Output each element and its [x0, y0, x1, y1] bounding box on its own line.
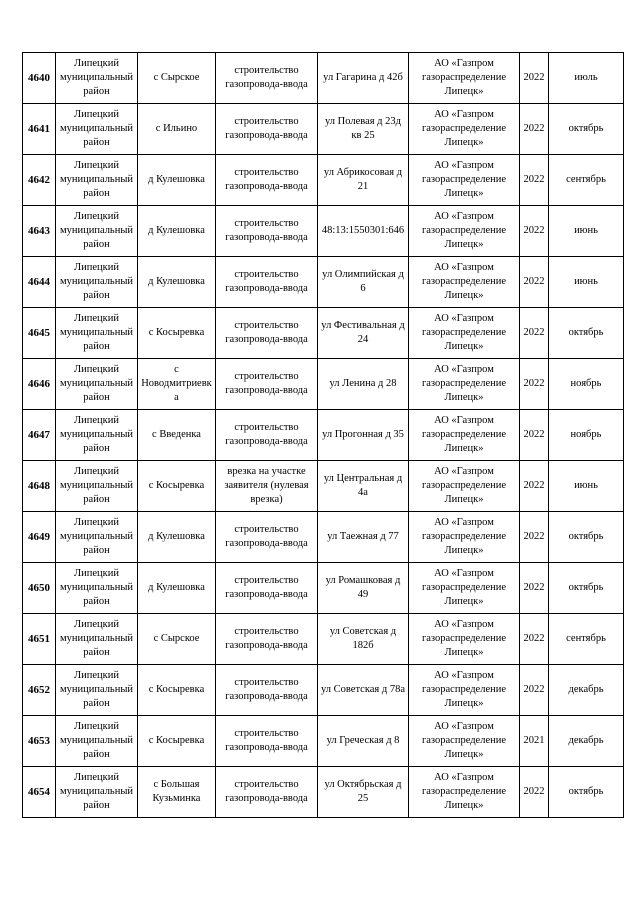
district-cell: Липецкий муниципальный район	[56, 206, 138, 257]
year-cell: 2022	[520, 53, 549, 104]
table-row	[23, 716, 624, 767]
organization-cell: АО «Газпром газораспределение Липецк»	[409, 665, 520, 716]
year-cell: 2022	[520, 665, 549, 716]
table-row	[23, 461, 624, 512]
month-cell: июнь	[549, 206, 624, 257]
work-type-cell: строительство газопровода-ввода	[216, 257, 318, 308]
address-cell: ул Ленина д 28	[318, 359, 409, 410]
work-type-cell: строительство газопровода-ввода	[216, 512, 318, 563]
month-cell: октябрь	[549, 104, 624, 155]
row-number: 4647	[23, 410, 56, 461]
district-cell: Липецкий муниципальный район	[56, 257, 138, 308]
table-row	[23, 563, 624, 614]
organization-cell: АО «Газпром газораспределение Липецк»	[409, 461, 520, 512]
settlement-cell: с Сырское	[138, 614, 216, 665]
settlement-cell: с Сырское	[138, 53, 216, 104]
organization-cell: АО «Газпром газораспределение Липецк»	[409, 155, 520, 206]
row-number: 4651	[23, 614, 56, 665]
year-cell: 2022	[520, 257, 549, 308]
work-type-cell: строительство газопровода-ввода	[216, 308, 318, 359]
month-cell: ноябрь	[549, 410, 624, 461]
district-cell: Липецкий муниципальный район	[56, 614, 138, 665]
settlement-cell: с Косыревка	[138, 716, 216, 767]
year-cell: 2022	[520, 614, 549, 665]
year-cell: 2022	[520, 308, 549, 359]
settlement-cell: с Большая Кузьминка	[138, 767, 216, 818]
month-cell: июнь	[549, 257, 624, 308]
month-cell: сентябрь	[549, 614, 624, 665]
row-number: 4648	[23, 461, 56, 512]
row-number: 4650	[23, 563, 56, 614]
address-cell: ул Таежная д 77	[318, 512, 409, 563]
work-type-cell: строительство газопровода-ввода	[216, 614, 318, 665]
settlement-cell: д Кулешовка	[138, 206, 216, 257]
table-row	[23, 53, 624, 104]
address-cell: ул Олимпийская д 6	[318, 257, 409, 308]
table-row	[23, 665, 624, 716]
organization-cell: АО «Газпром газораспределение Липецк»	[409, 767, 520, 818]
work-type-cell: строительство газопровода-ввода	[216, 410, 318, 461]
year-cell: 2022	[520, 359, 549, 410]
gas-connection-table	[22, 52, 624, 818]
address-cell: ул Советская д 78а	[318, 665, 409, 716]
address-cell: ул Полевая д 23д кв 25	[318, 104, 409, 155]
year-cell: 2021	[520, 716, 549, 767]
row-number: 4649	[23, 512, 56, 563]
row-number: 4646	[23, 359, 56, 410]
year-cell: 2022	[520, 461, 549, 512]
work-type-cell: врезка на участке заявителя (нулевая врезка)	[216, 461, 318, 512]
month-cell: декабрь	[549, 665, 624, 716]
organization-cell: АО «Газпром газораспределение Липецк»	[409, 53, 520, 104]
table-row	[23, 104, 624, 155]
row-number: 4653	[23, 716, 56, 767]
year-cell: 2022	[520, 206, 549, 257]
settlement-cell: с Косыревка	[138, 308, 216, 359]
row-number: 4642	[23, 155, 56, 206]
settlement-cell: с Ильино	[138, 104, 216, 155]
organization-cell: АО «Газпром газораспределение Липецк»	[409, 614, 520, 665]
district-cell: Липецкий муниципальный район	[56, 767, 138, 818]
address-cell: 48:13:1550301:646	[318, 206, 409, 257]
organization-cell: АО «Газпром газораспределение Липецк»	[409, 308, 520, 359]
table-row	[23, 155, 624, 206]
table-row	[23, 206, 624, 257]
work-type-cell: строительство газопровода-ввода	[216, 767, 318, 818]
settlement-cell: с Новодмитриевка	[138, 359, 216, 410]
work-type-cell: строительство газопровода-ввода	[216, 155, 318, 206]
table-row	[23, 614, 624, 665]
table-row	[23, 257, 624, 308]
address-cell: ул Ромашковая д 49	[318, 563, 409, 614]
settlement-cell: с Введенка	[138, 410, 216, 461]
organization-cell: АО «Газпром газораспределение Липецк»	[409, 359, 520, 410]
district-cell: Липецкий муниципальный район	[56, 410, 138, 461]
work-type-cell: строительство газопровода-ввода	[216, 206, 318, 257]
year-cell: 2022	[520, 512, 549, 563]
address-cell: ул Абрикосовая д 21	[318, 155, 409, 206]
row-number: 4643	[23, 206, 56, 257]
year-cell: 2022	[520, 155, 549, 206]
district-cell: Липецкий муниципальный район	[56, 308, 138, 359]
month-cell: июнь	[549, 461, 624, 512]
address-cell: ул Греческая д 8	[318, 716, 409, 767]
settlement-cell: д Кулешовка	[138, 563, 216, 614]
work-type-cell: строительство газопровода-ввода	[216, 359, 318, 410]
address-cell: ул Фестивальная д 24	[318, 308, 409, 359]
row-number: 4645	[23, 308, 56, 359]
district-cell: Липецкий муниципальный район	[56, 359, 138, 410]
district-cell: Липецкий муниципальный район	[56, 563, 138, 614]
settlement-cell: с Косыревка	[138, 461, 216, 512]
address-cell: ул Гагарина д 42б	[318, 53, 409, 104]
district-cell: Липецкий муниципальный район	[56, 104, 138, 155]
settlement-cell: д Кулешовка	[138, 257, 216, 308]
month-cell: ноябрь	[549, 359, 624, 410]
month-cell: октябрь	[549, 767, 624, 818]
organization-cell: АО «Газпром газораспределение Липецк»	[409, 104, 520, 155]
table-row	[23, 359, 624, 410]
district-cell: Липецкий муниципальный район	[56, 53, 138, 104]
district-cell: Липецкий муниципальный район	[56, 155, 138, 206]
table-row	[23, 308, 624, 359]
month-cell: октябрь	[549, 308, 624, 359]
row-number: 4641	[23, 104, 56, 155]
work-type-cell: строительство газопровода-ввода	[216, 104, 318, 155]
work-type-cell: строительство газопровода-ввода	[216, 53, 318, 104]
district-cell: Липецкий муниципальный район	[56, 716, 138, 767]
settlement-cell: д Кулешовка	[138, 155, 216, 206]
table-row	[23, 767, 624, 818]
address-cell: ул Прогонная д 35	[318, 410, 409, 461]
district-cell: Липецкий муниципальный район	[56, 512, 138, 563]
month-cell: октябрь	[549, 512, 624, 563]
organization-cell: АО «Газпром газораспределение Липецк»	[409, 257, 520, 308]
year-cell: 2022	[520, 410, 549, 461]
year-cell: 2022	[520, 104, 549, 155]
month-cell: сентябрь	[549, 155, 624, 206]
table-row	[23, 410, 624, 461]
district-cell: Липецкий муниципальный район	[56, 461, 138, 512]
row-number: 4652	[23, 665, 56, 716]
district-cell: Липецкий муниципальный район	[56, 665, 138, 716]
row-number: 4644	[23, 257, 56, 308]
work-type-cell: строительство газопровода-ввода	[216, 563, 318, 614]
year-cell: 2022	[520, 563, 549, 614]
month-cell: июль	[549, 53, 624, 104]
work-type-cell: строительство газопровода-ввода	[216, 716, 318, 767]
address-cell: ул Октябрьская д 25	[318, 767, 409, 818]
month-cell: октябрь	[549, 563, 624, 614]
address-cell: ул Советская д 182б	[318, 614, 409, 665]
organization-cell: АО «Газпром газораспределение Липецк»	[409, 410, 520, 461]
work-type-cell: строительство газопровода-ввода	[216, 665, 318, 716]
organization-cell: АО «Газпром газораспределение Липецк»	[409, 716, 520, 767]
row-number: 4654	[23, 767, 56, 818]
year-cell: 2022	[520, 767, 549, 818]
organization-cell: АО «Газпром газораспределение Липецк»	[409, 563, 520, 614]
month-cell: декабрь	[549, 716, 624, 767]
settlement-cell: с Косыревка	[138, 665, 216, 716]
organization-cell: АО «Газпром газораспределение Липецк»	[409, 512, 520, 563]
settlement-cell: д Кулешовка	[138, 512, 216, 563]
address-cell: ул Центральная д 4а	[318, 461, 409, 512]
table-body	[23, 53, 624, 818]
table-row	[23, 512, 624, 563]
row-number: 4640	[23, 53, 56, 104]
organization-cell: АО «Газпром газораспределение Липецк»	[409, 206, 520, 257]
